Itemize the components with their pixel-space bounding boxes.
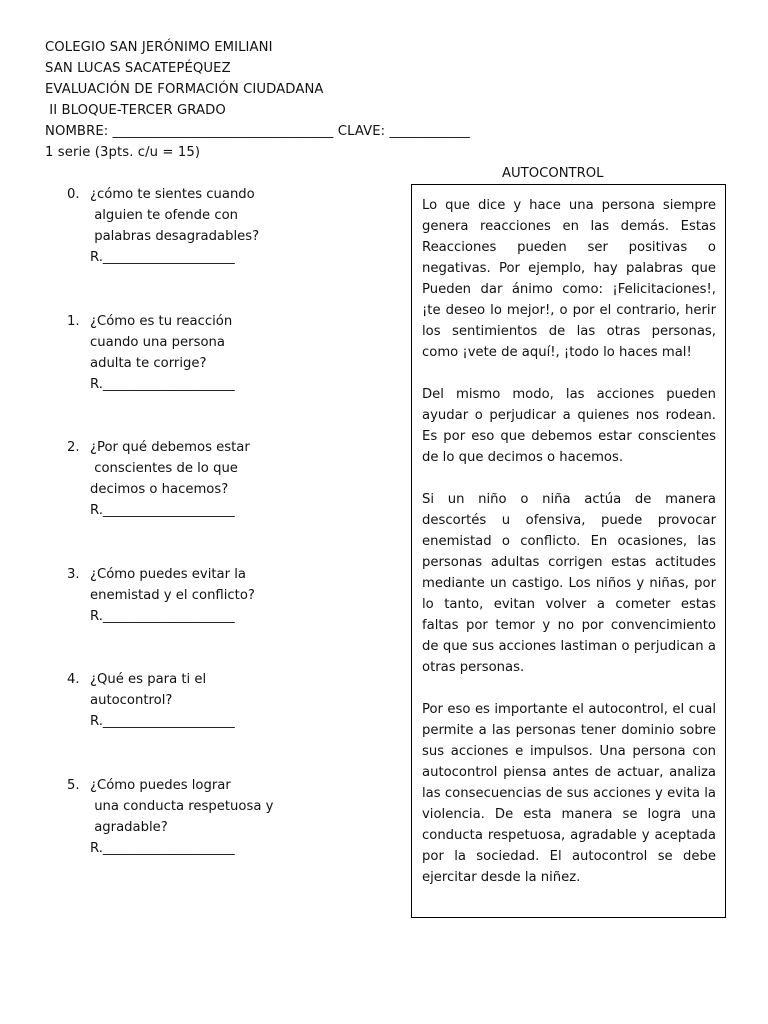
school-name: COLEGIO SAN JERÓNIMO EMILIANI bbox=[45, 40, 273, 55]
question-number: 2. bbox=[67, 440, 80, 455]
question-text: ¿Por qué debemos estar bbox=[90, 440, 250, 455]
answer-line: R.____________________ bbox=[90, 250, 235, 265]
question-number: 5. bbox=[67, 778, 80, 793]
answer-line: R.____________________ bbox=[90, 503, 235, 518]
question-text: cuando una persona bbox=[90, 335, 225, 350]
grade-line: II BLOQUE-TERCER GRADO bbox=[45, 103, 226, 118]
exam-title: EVALUACIÓN DE FORMACIÓN CIUDADANA bbox=[45, 82, 324, 97]
question-text: alguien te ofende con bbox=[90, 208, 239, 223]
question-text: autocontrol? bbox=[90, 693, 173, 708]
question-text: agradable? bbox=[90, 820, 168, 835]
question-text: ¿cómo te sientes cuando bbox=[90, 187, 255, 202]
question-number: 0. bbox=[67, 187, 80, 202]
reading-paragraph: Por eso es importante el autocontrol, el cual permite a las personas tener dominio sobre sus acciones e impulsos. Una persona con autocontrol piensa antes de actuar, analiza las consecuencias de sus acciones y evita la violencia. De esta manera se logra una conducta respetuosa, agradable y aceptada por la sociedad. El autocontrol se debe ejercitar desde la niñez. bbox=[422, 702, 716, 885]
reading-paragraph: Del mismo modo, las acciones pueden ayudar o perjudicar a quienes nos rodean. Es por eso que debemos estar conscientes de lo que decimos o hacemos. bbox=[422, 387, 716, 465]
answer-line: R.____________________ bbox=[90, 841, 235, 856]
question-text: ¿Cómo puedes lograr bbox=[90, 778, 231, 793]
reading-paragraph: Lo que dice y hace una persona siempre genera reacciones en las demás. Estas Reacciones pueden ser positivas o negativas. Por ejemplo, hay palabras que Pueden dar ánimo como: ¡Felicitaciones!, ¡te deseo lo mejor!, o por el contrario, herir los sentimientos de las otras personas, como ¡vete de aquí!, ¡todo lo haces mal! bbox=[422, 198, 716, 360]
answer-line: R.____________________ bbox=[90, 377, 235, 392]
answer-line: R.____________________ bbox=[90, 609, 235, 624]
reading-paragraph: Si un niño o niña actúa de manera descortés u ofensiva, puede provocar enemistad o conflicto. En ocasiones, las personas adultas corrigen estas actitudes mediante un castigo. Los niños y niñas, por lo tanto, evitan volver a cometer estas faltas por temor y no por convencimiento de que sus acciones lastiman o perjudican a otras personas. bbox=[422, 492, 716, 675]
question-text: ¿Qué es para ti el bbox=[90, 672, 207, 687]
question-text: ¿Cómo puedes evitar la bbox=[90, 567, 246, 582]
question-text: una conducta respetuosa y bbox=[90, 799, 274, 814]
answer-line: R.____________________ bbox=[90, 714, 235, 729]
question-text: conscientes de lo que bbox=[90, 461, 238, 476]
question-number: 3. bbox=[67, 567, 80, 582]
question-text: ¿Cómo es tu reacción bbox=[90, 314, 233, 329]
question-text: enemistad y el conflicto? bbox=[90, 588, 255, 603]
name-field-line: NOMBRE: _________________________________ CLAVE: ____________ bbox=[45, 124, 470, 139]
question-text: decimos o hacemos? bbox=[90, 482, 229, 497]
question-text: adulta te corrige? bbox=[90, 356, 207, 371]
reading-box bbox=[411, 184, 726, 918]
question-number: 4. bbox=[67, 672, 80, 687]
series-instructions: 1 serie (3pts. c/u = 15) bbox=[45, 145, 201, 160]
reading-title: AUTOCONTROL bbox=[502, 166, 604, 181]
town-name: SAN LUCAS SACATEPÉQUEZ bbox=[45, 61, 231, 76]
question-number: 1. bbox=[67, 314, 80, 329]
question-text: palabras desagradables? bbox=[90, 229, 260, 244]
